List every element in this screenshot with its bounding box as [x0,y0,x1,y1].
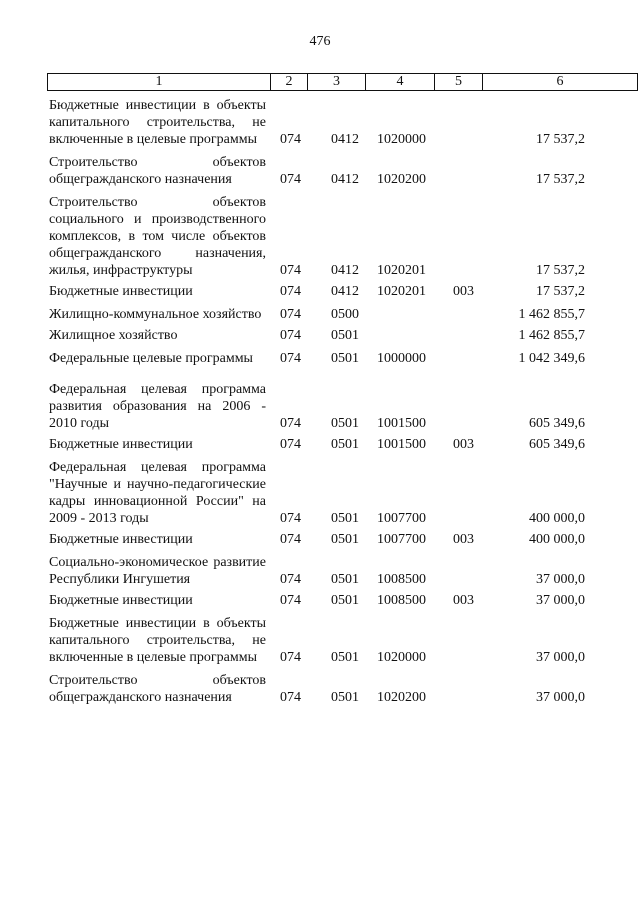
header-col-5: 5 [435,74,483,91]
table-row [49,306,587,323]
row-section-code: 0412 [331,263,359,278]
header-col-4: 4 [366,74,435,91]
row-name: Социально-экономическое развитие Республики Ингушетия [49,555,266,587]
row-amount: 17 537,2 [536,263,585,278]
row-section-code: 0501 [331,593,359,608]
row-section-code: 0501 [331,328,359,343]
row-section-code: 0412 [331,172,359,187]
row-amount: 37 000,0 [536,650,585,665]
row-target-code: 1020000 [377,650,426,665]
table-row [49,615,587,666]
row-expense-type: 003 [453,284,474,299]
row-name: Федеральные целевые программы [49,351,253,366]
row-name: Бюджетные инвестиции в объекты капитального строительства, не включенные в целевые программы [49,616,266,665]
table-row [49,154,587,188]
row-name: Бюджетные инвестиции в объекты капитального строительства, не включенные в целевые программы [49,98,266,147]
row-expense-type: 003 [453,532,474,547]
row-section-code: 0501 [331,572,359,587]
row-amount: 37 000,0 [536,593,585,608]
row-target-code: 1020200 [377,172,426,187]
header-col-6: 6 [483,74,638,91]
row-name: Жилищно-коммунальное хозяйство [49,307,262,322]
row-amount: 17 537,2 [536,132,585,147]
row-amount: 1 462 855,7 [518,328,585,343]
row-target-code: 1007700 [377,532,426,547]
row-target-code: 1020200 [377,690,426,705]
row-section-code: 0501 [331,511,359,526]
row-name: Федеральная целевая программа развития образования на 2006 - 2010 годы [49,382,266,431]
row-ministry-code: 074 [280,416,301,431]
row-name: Федеральная целевая программа "Научные и научно-педагогические кадры инновационной России" на 2009 - 2013 годы [49,460,266,526]
row-target-code: 1008500 [377,593,426,608]
row-ministry-code: 074 [280,307,301,322]
row-name: Бюджетные инвестиции [49,593,193,608]
table-row [49,283,587,300]
row-section-code: 0501 [331,532,359,547]
row-amount: 17 537,2 [536,172,585,187]
row-ministry-code: 074 [280,572,301,587]
row-ministry-code: 074 [280,650,301,665]
row-ministry-code: 074 [280,690,301,705]
row-ministry-code: 074 [280,593,301,608]
table-row [49,592,587,609]
row-section-code: 0501 [331,416,359,431]
page-number: 476 [309,34,331,49]
row-ministry-code: 074 [280,532,301,547]
row-name: Бюджетные инвестиции [49,437,193,452]
row-section-code: 0501 [331,690,359,705]
header-row [48,74,638,91]
table-row [49,194,587,279]
row-target-code: 1001500 [377,416,426,431]
row-ministry-code: 074 [280,172,301,187]
row-target-code: 1000000 [377,351,426,366]
row-amount: 1 042 349,6 [518,351,585,366]
row-name: Строительство объектов социального и производственного комплексов, в том числе объектов общегражданского назначения, жилья, инфраструктуры [49,195,266,278]
row-name: Строительство объектов общегражданского назначения [49,155,266,187]
table-row [49,672,587,706]
row-target-code: 1008500 [377,572,426,587]
table-row [49,531,587,548]
row-section-code: 0412 [331,132,359,147]
row-amount: 605 349,6 [529,437,585,452]
row-target-code: 1020201 [377,263,426,278]
row-ministry-code: 074 [280,511,301,526]
table-row [49,350,587,367]
row-section-code: 0500 [331,307,359,322]
row-ministry-code: 074 [280,437,301,452]
table-row [49,554,587,588]
row-ministry-code: 074 [280,328,301,343]
row-name: Бюджетные инвестиции [49,532,193,547]
table-row [49,459,587,527]
header-col-3: 3 [308,74,366,91]
table-row [49,436,587,453]
row-target-code: 1020000 [377,132,426,147]
row-ministry-code: 074 [280,132,301,147]
table-body [49,97,587,706]
row-amount: 37 000,0 [536,572,585,587]
table-header [47,73,638,91]
row-target-code: 1020201 [377,284,426,299]
table-row [49,97,587,148]
row-amount: 17 537,2 [536,284,585,299]
row-name: Жилищное хозяйство [49,328,178,343]
row-name: Строительство объектов общегражданского назначения [49,673,266,705]
row-expense-type: 003 [453,593,474,608]
header-col-1: 1 [48,74,271,91]
row-ministry-code: 074 [280,284,301,299]
header-col-2: 2 [271,74,308,91]
row-ministry-code: 074 [280,263,301,278]
row-amount: 400 000,0 [529,532,585,547]
row-section-code: 0412 [331,284,359,299]
row-target-code: 1007700 [377,511,426,526]
row-name: Бюджетные инвестиции [49,284,193,299]
row-section-code: 0501 [331,351,359,366]
row-ministry-code: 074 [280,351,301,366]
row-amount: 1 462 855,7 [518,307,585,322]
row-amount: 605 349,6 [529,416,585,431]
row-expense-type: 003 [453,437,474,452]
row-amount: 37 000,0 [536,690,585,705]
row-section-code: 0501 [331,437,359,452]
row-target-code: 1001500 [377,437,426,452]
row-amount: 400 000,0 [529,511,585,526]
table-row [49,327,587,344]
table-row [49,381,587,432]
row-section-code: 0501 [331,650,359,665]
